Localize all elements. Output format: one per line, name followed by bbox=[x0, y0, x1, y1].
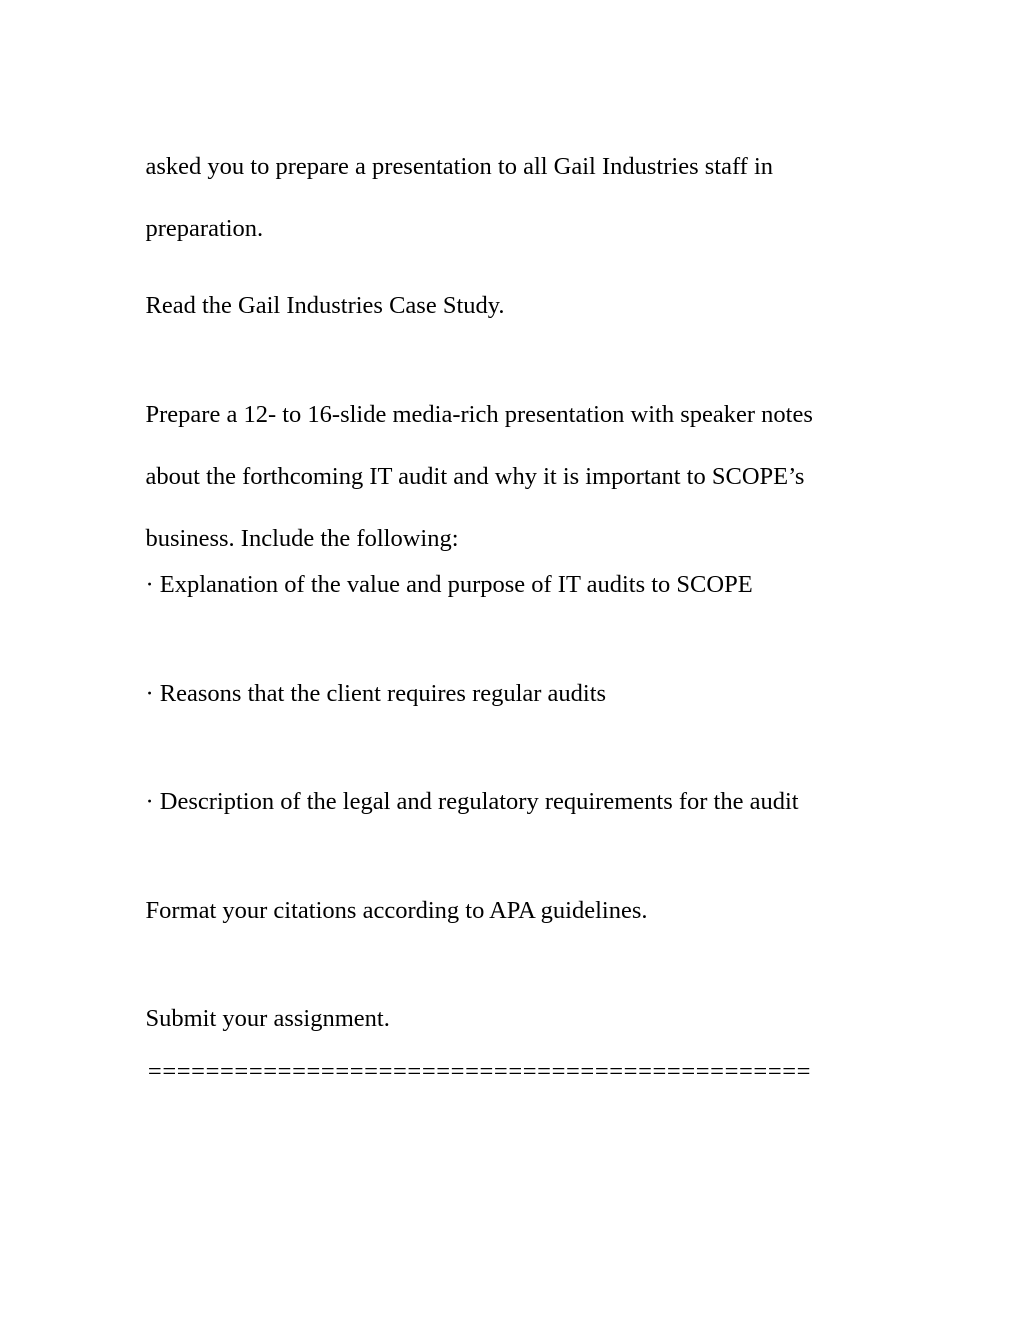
text-line: Read the Gail Industries Case Study. bbox=[145, 292, 505, 319]
text-line: ============================================== bbox=[147, 1058, 812, 1085]
bullet-item-value-purpose bbox=[121, 538, 881, 631]
separator-rule bbox=[121, 1025, 881, 1118]
paragraph-intro bbox=[121, 120, 881, 275]
text-line: preparation. bbox=[145, 215, 264, 242]
text-line: · Reasons that the client requires regular audits bbox=[145, 680, 607, 707]
paragraph-read-case-study bbox=[121, 259, 881, 352]
text-line: Prepare a 12- to 16-slide media-rich presentation with speaker notes bbox=[145, 401, 813, 428]
paragraph-apa-format bbox=[121, 864, 881, 957]
text-line: · Description of the legal and regulatory requirements for the audit bbox=[145, 788, 799, 815]
text-line: about the forthcoming IT audit and why it is important to SCOPE’s bbox=[145, 463, 805, 490]
text-line: · Explanation of the value and purpose of IT audits to SCOPE bbox=[145, 571, 753, 598]
bullet-item-legal-requirements bbox=[121, 755, 881, 848]
text-line: Submit your assignment. bbox=[145, 1005, 390, 1032]
text-line: business. Include the following: bbox=[145, 525, 459, 552]
bullet-item-reasons bbox=[121, 647, 881, 740]
text-line: Format your citations according to APA guidelines. bbox=[145, 897, 648, 924]
text-line: asked you to prepare a presentation to all Gail Industries staff in bbox=[145, 153, 774, 180]
